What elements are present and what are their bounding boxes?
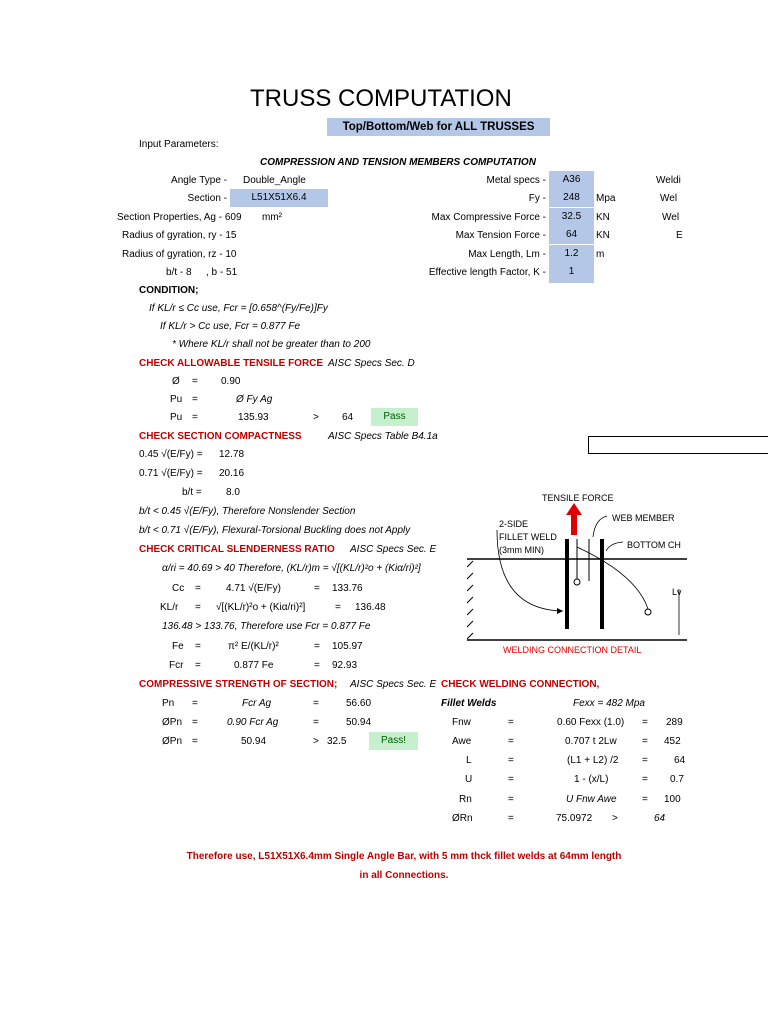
- compressive-pass-badge: Pass!: [369, 732, 418, 750]
- length-label: Max Length, Lm -: [468, 249, 546, 260]
- weld-row-eq: =: [508, 813, 514, 824]
- weld-row-formula: 75.0972: [556, 813, 593, 824]
- subtitle-banner: Top/Bottom/Web for ALL TRUSSES: [327, 118, 550, 136]
- condition-line-1: If KL/r ≤ Cc use, Fcr = [0.658^(Fy/Fe)]Fy: [149, 303, 328, 314]
- fcr-formula: 0.877 Fe: [234, 660, 274, 671]
- fcr-eq: =: [195, 660, 201, 671]
- conclusion-line-2: in all Connections.: [359, 870, 449, 881]
- weld-row-eq2: =: [642, 736, 648, 747]
- klr-formula: √[(KL/r)²o + (Kiα/ri)²]: [216, 602, 306, 613]
- bt-label: b/t - 8: [166, 267, 192, 278]
- cut-label-3: Wel: [662, 212, 680, 223]
- fe-label: Fe: [172, 641, 184, 652]
- comp-label: Max Compressive Force -: [431, 212, 546, 223]
- phi-label: Ø: [172, 376, 180, 387]
- tensile-compare: 64: [342, 412, 354, 423]
- b-label: , b - 51: [206, 267, 238, 278]
- page-title: TRUSS COMPUTATION: [250, 85, 512, 112]
- compact-r1-value: 12.78: [219, 449, 245, 460]
- web-member-right-angle: [600, 539, 604, 629]
- pn-eq: =: [192, 698, 198, 709]
- cut-label-4: E: [676, 230, 683, 241]
- compact-r2-value: 20.16: [219, 468, 245, 479]
- empty-input-box: [588, 436, 768, 454]
- section-value-cell[interactable]: L51X51X6.4: [230, 189, 328, 207]
- fillet-weld-label-2: FILLET WELD: [499, 532, 557, 542]
- ppn-value: 50.94: [346, 717, 372, 728]
- fcr-value: 92.93: [332, 660, 358, 671]
- weld-length-leader: [577, 547, 648, 609]
- klr-eq2: =: [335, 602, 341, 613]
- bottom-chord-leader: [606, 542, 623, 551]
- ry-label: Radius of gyration, ry - 15: [122, 230, 237, 241]
- fcr-label: Fcr: [169, 660, 184, 671]
- weld-row-value: 452: [664, 736, 681, 747]
- input-heading: Input Parameters:: [139, 139, 219, 150]
- pn-formula: Fcr Ag: [242, 698, 272, 709]
- compact-r1-label: 0.45 √(E/Fy) =: [139, 449, 203, 460]
- condition-line-2: If KL/r > Cc use, Fcr = 0.877 Fe: [160, 321, 301, 332]
- compact-r3-value: 8.0: [226, 487, 240, 498]
- weld-row-label: U: [465, 774, 473, 785]
- fexx-label: Fexx = 482 Mpa: [573, 698, 645, 709]
- fe-eq: =: [195, 641, 201, 652]
- fcr-eq2: =: [314, 660, 320, 671]
- compressive-ref: AISC Specs Sec. E: [350, 679, 437, 690]
- compressive-gt: >: [313, 736, 319, 747]
- weld-row-formula: 0.707 t 2Lw: [565, 736, 617, 747]
- welding-heading: CHECK WELDING CONNECTION,: [441, 679, 600, 690]
- weld-row-formula: 1 - (x/L): [574, 774, 609, 785]
- weld-row-formula: U Fnw Awe: [566, 794, 617, 805]
- pu2-value: 135.93: [238, 412, 269, 423]
- compact-note-2: b/t < 0.71 √(E/Fy), Flexural-Torsional Buckling does not Apply: [139, 525, 411, 536]
- klr-eq: =: [195, 602, 201, 613]
- ppn-eq2: =: [313, 717, 319, 728]
- ppn2-value: 50.94: [241, 736, 267, 747]
- tensile-ref: AISC Specs Sec. D: [328, 358, 415, 369]
- angle-type-label: Angle Type -: [171, 175, 227, 186]
- area-unit: mm²: [262, 212, 282, 223]
- lv-label: Lv: [672, 587, 682, 597]
- length-value-cell[interactable]: 1.2: [549, 245, 594, 263]
- weld-row-eq: =: [508, 717, 514, 728]
- welding-detail-diagram: [467, 485, 687, 663]
- area-label: Section Properties, Ag - 609: [117, 212, 242, 223]
- compactness-ref: AISC Specs Table B4.1a: [328, 431, 438, 442]
- web-member-label: WEB MEMBER: [612, 513, 675, 523]
- weld-marker: [574, 579, 580, 585]
- weld-row-value: 0.7: [670, 774, 684, 785]
- fy-unit: Mpa: [596, 193, 616, 204]
- web-member-left-angle: [565, 539, 569, 629]
- fe-eq2: =: [314, 641, 320, 652]
- weld-row-formula: (L1 + L2) /2: [567, 755, 619, 766]
- weld-row-label: Fnw: [452, 717, 471, 728]
- k-label: Effective length Factor, K -: [428, 267, 546, 278]
- fillet-weld-label-3: (3mm MIN): [499, 545, 544, 555]
- tensile-heading: CHECK ALLOWABLE TENSILE FORCE: [139, 358, 324, 369]
- klr-value: 136.48: [355, 602, 386, 613]
- weld-row-value: 64: [674, 755, 686, 766]
- condition-heading: CONDITION;: [139, 285, 199, 296]
- comp-unit: KN: [596, 212, 610, 223]
- weld-row-eq2: >: [612, 813, 618, 824]
- pu2-label: Pu: [170, 412, 183, 423]
- weld-row-formula: 0.60 Fexx (1.0): [557, 717, 625, 728]
- tens-label: Max Tension Force -: [455, 230, 546, 241]
- tens-value-cell[interactable]: 64: [549, 226, 594, 244]
- cut-label-1: Weldi: [656, 175, 681, 186]
- ppn-eq: =: [192, 717, 198, 728]
- compressive-heading: COMPRESSIVE STRENGTH OF SECTION;: [139, 679, 338, 690]
- ppn2-eq: =: [192, 736, 198, 747]
- cc-eq2: =: [314, 583, 320, 594]
- compactness-heading: CHECK SECTION COMPACTNESS: [139, 431, 302, 442]
- ppn-label: ØPn: [162, 717, 183, 728]
- weld-row-eq2: =: [642, 717, 648, 728]
- weld-row-label: Rn: [459, 794, 472, 805]
- tensile-force-arrow: [566, 503, 582, 535]
- section-label: Section -: [187, 193, 227, 204]
- fillet-label: Fillet Welds: [441, 698, 497, 709]
- fillet-weld-label-1: 2-SIDE: [499, 519, 529, 529]
- compact-r3-label: b/t =: [182, 487, 202, 498]
- weld-row-label: L: [466, 755, 472, 766]
- condition-line-3: * Where KL/r shall not be greater than to 200: [172, 339, 371, 350]
- weld-row-eq: =: [508, 736, 514, 747]
- weld-row-value: 100: [664, 794, 681, 805]
- left-hatch: [467, 561, 473, 639]
- slenderness-heading: CHECK CRITICAL SLENDERNESS RATIO: [139, 544, 335, 555]
- weld-marker: [645, 609, 651, 615]
- ppn-formula: 0.90 Fcr Ag: [227, 717, 279, 728]
- cut-label-2: Wel: [660, 193, 678, 204]
- fy-label: Fy -: [528, 193, 546, 204]
- phi-value: 0.90: [221, 376, 241, 387]
- pu-eq: =: [192, 394, 198, 405]
- klr-label: KL/r: [160, 602, 179, 613]
- weld-row-eq2: =: [642, 755, 648, 766]
- comp-value-cell[interactable]: 32.5: [549, 208, 594, 226]
- pn-eq2: =: [313, 698, 319, 709]
- compact-r2-label: 0.71 √(E/Fy) =: [139, 468, 203, 479]
- tens-unit: KN: [596, 230, 610, 241]
- ppn2-label: ØPn: [162, 736, 183, 747]
- tensile-force-label: TENSILE FORCE: [542, 493, 614, 503]
- weld-row-eq: =: [508, 794, 514, 805]
- fy-value-cell[interactable]: 248: [549, 189, 594, 207]
- cc-value: 133.76: [332, 583, 363, 594]
- fe-value: 105.97: [332, 641, 363, 652]
- weld-row-eq: =: [508, 774, 514, 785]
- k-value-cell[interactable]: 1: [549, 263, 594, 281]
- weld-row-value: 64: [654, 813, 666, 824]
- cc-eq: =: [195, 583, 201, 594]
- weld-row-label: ØRn: [452, 813, 473, 824]
- web-member-leader: [593, 516, 607, 537]
- weld-row-eq2: =: [642, 794, 648, 805]
- compact-note-1: b/t < 0.45 √(E/Fy), Therefore Nonslender Section: [139, 506, 356, 517]
- slenderness-note: 136.48 > 133.76, Therefore use Fcr = 0.877 Fe: [162, 621, 371, 632]
- length-unit: m: [596, 249, 605, 260]
- metal-label: Metal specs -: [486, 175, 546, 186]
- section-heading: COMPRESSION AND TENSION MEMBERS COMPUTATION: [260, 157, 536, 168]
- conclusion-line-1: Therefore use, L51X51X6.4mm Single Angle Bar, with 5 mm thck fillet welds at 64mm length: [186, 851, 622, 862]
- fe-formula: π² E/(KL/r)²: [228, 641, 279, 652]
- metal-value-cell[interactable]: A36: [549, 171, 594, 189]
- slenderness-ref: AISC Specs Sec. E: [350, 544, 437, 555]
- pu-formula: Ø Fy Ag: [236, 394, 273, 405]
- rz-label: Radius of gyration, rz - 10: [122, 249, 237, 260]
- compressive-compare: 32.5: [327, 736, 347, 747]
- cc-formula: 4.71 √(E/Fy): [226, 583, 281, 594]
- phi-eq: =: [192, 376, 198, 387]
- diagram-caption: WELDING CONNECTION DETAIL: [503, 645, 642, 655]
- tensile-pass-badge: Pass: [371, 408, 418, 426]
- weld-row-label: Awe: [452, 736, 472, 747]
- weld-row-eq2: =: [642, 774, 648, 785]
- cc-label: Cc: [172, 583, 185, 594]
- pn-label: Pn: [162, 698, 175, 709]
- k-cell-extension: [549, 281, 594, 283]
- weld-row-eq: =: [508, 755, 514, 766]
- pu2-eq: =: [192, 412, 198, 423]
- tensile-gt: >: [313, 412, 319, 423]
- bottom-chord-label: BOTTOM CH: [627, 540, 681, 550]
- leader-arrow-head: [557, 608, 563, 614]
- slenderness-line-1: α/ri = 40.69 > 40 Therefore, (KL/r)m = √[(KL/r)²o + (Kiα/ri)²]: [162, 563, 421, 574]
- pu-label: Pu: [170, 394, 183, 405]
- pn-value: 56.60: [346, 698, 372, 709]
- angle-type-value: Double_Angle: [243, 175, 306, 186]
- weld-row-value: 289: [666, 717, 683, 728]
- fillet-weld-leader: [497, 530, 563, 611]
